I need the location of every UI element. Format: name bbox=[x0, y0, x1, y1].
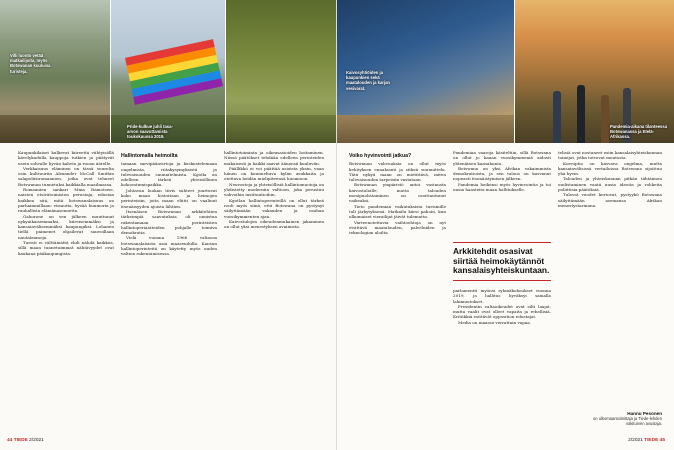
pull-quote-text: Arkkitehdit osasivat siirtää heimokäytännöt kansalaisyhteiskuntaan. bbox=[453, 246, 550, 276]
paragraph: Korruptio on kasvava ongelma, mutta kansainvälisissä vertailuissa Botswana sijoittuu yhä hyvin. bbox=[558, 160, 662, 177]
magazine-name: TIEDE bbox=[13, 438, 28, 443]
paragraph: Talouden ja yhteiskunnan pitkän tähtäimen uudistaminen vaatii uusia ideoita ja rohkeita poliittisia päätöksiä. bbox=[558, 176, 662, 193]
author-name: Hannu Pesonen bbox=[627, 411, 662, 416]
left-column-1 bbox=[18, 150, 114, 256]
paragraph: telisiä ovat nostaneet esiin kansalaisyhteiskunnan toimijat, jotka toivovat muutosta. bbox=[558, 150, 662, 161]
paragraph: Botswanan vahvuuksia on ollut myös kehityksen ennakointi ja sitkeä suunnittelu. Tätä nykyä maan on mietittävä, miten tulevaisuuden tarpeisiin vastataan. bbox=[349, 161, 446, 183]
photo-ground bbox=[0, 115, 110, 143]
paragraph: Kaivostulojen oikeudenmukainen jakaminen on ollut yksi menestyksen avaimista. bbox=[224, 218, 324, 230]
photo-landscape bbox=[226, 0, 337, 143]
paragraph: parlamentti myönsi ryhmäkokoukset vuonna 2019, ja hallitus hyväksyi samalla lakimuutokset. bbox=[453, 288, 551, 304]
paragraph: Varteenotettavia vaihtoehtoja on nyt etsittävä maatalouden, palveluiden ja teknologian aloilta. bbox=[349, 219, 446, 236]
photo-wildlife bbox=[0, 0, 110, 143]
paragraph: tamaan sarvipäänvirtoja ja keskustelemaan ongelmista, riitakysymyksistä ja tulevaisuuden suunnitelmista. Kgotla on edelleen tärkeä yhteisöllinen kokoontumispaikka. bbox=[121, 161, 217, 188]
caption-wildlife: Villi luonto vetää matkailijoita, myös Botswanan kuuluisa turisteja. bbox=[10, 53, 51, 74]
page-number: 44 bbox=[7, 438, 13, 443]
author-box bbox=[578, 411, 662, 426]
right-column-3 bbox=[558, 150, 662, 208]
right-column-1 bbox=[349, 150, 446, 235]
folio-right bbox=[628, 438, 665, 443]
section-heading: Hallintomalla heimoilta bbox=[121, 153, 178, 159]
paragraph: Pandemia heikensi myös hyvinvointia ja toi uusia haasteita maan hallitukselle. bbox=[453, 181, 551, 193]
caption-pride: Pride-kulkue juhli tasa-arvon saavuttamista toukokuussa 2019. bbox=[127, 124, 173, 140]
paragraph: Botswanan ympäristö antoi vastausta kaivostuloille, mutta talouden monipuolistaminen on osoittautunut vaikeaksi. bbox=[349, 182, 446, 204]
paragraph: Pandemian vaaroja käsiteltiin, sillä Botswana on ollut jo kauan vuosikymmeniä aidosti yhtenäinen kansakunta. bbox=[453, 150, 551, 166]
right-page bbox=[337, 0, 674, 450]
magazine-name: TIEDE bbox=[644, 438, 659, 443]
rainbow-flag bbox=[125, 39, 223, 105]
photo-people bbox=[515, 0, 674, 143]
section-heading: Voiko hyvinvointi jatkua? bbox=[349, 153, 412, 159]
person-figure bbox=[601, 95, 609, 143]
caption-pandemic: Pandemia-aikana tilanteessa Botswanassa ja Etelä-Afrikassa. bbox=[610, 124, 668, 140]
paragraph: Presidentin valtaoikeudet ovat silti laajat, mutta vaalit ovat olleet vapaita ja rehellisiä. Kritiikkiä esittävät opposition edustajat. bbox=[453, 303, 551, 320]
issue-number: 2/2021 bbox=[628, 438, 643, 443]
right-column-2 bbox=[453, 150, 551, 192]
left-column-2 bbox=[121, 150, 217, 257]
folio-left bbox=[7, 438, 44, 443]
paragraph: Vielä vuonna 1966 valtaosa botswanalaisista asui maaseudulla. Kansan hallintoperinteitä on käytetty myös uuden valtion rakentamisessa. bbox=[121, 235, 217, 257]
paragraph: Kgotlan hallintoperinteillä on ollut tärkeä rooli myös siinä, että Botswana on pystynyt säilyttämään vakauden ja rauhan vuosikymmenten ajan. bbox=[224, 197, 324, 219]
issue-number: 2/2021 bbox=[29, 438, 44, 443]
photo-mine bbox=[337, 0, 514, 143]
paragraph: Verkkaisuus eläminen on tässä suurelta osin kulttuuriin Alexander McCall Smithin salapoliisiromaanien, jotka ovat tehneet Botswanan tunnetuksi kaikkialla maailmassa. bbox=[18, 165, 114, 187]
paragraph: Tieto pandemian vaikutuksista turismille tuli järkytyksenä. Matkailu kärsi pahoin, kun ulkomaiset vierailijat jäivät tulematta. bbox=[349, 203, 446, 220]
paragraph: Turisti ei välttämättä ehdi nähdä kaikkea, sillä maan tunnetuimmat nähtävyydet ovat kaukana pääkaupungista. bbox=[18, 240, 114, 256]
page-number: 45 bbox=[659, 438, 665, 443]
right-column-2-continued bbox=[453, 288, 551, 325]
paragraph: Päällikkö ei voi päättää asioista yksin, vaan hänen on kuunneltava kylän asukkaita ja otettava heidän mielipiteensä huomioon. bbox=[224, 165, 324, 182]
photo-pride bbox=[111, 0, 225, 143]
paragraph: hallintotoiminta ja oikeusasioiden hoitaminen. Niissä päätökset tehdään edelleen perinteiden mukaisesti ja kaikki saavat äänensä kuuluviin. bbox=[224, 150, 324, 166]
paragraph: Romaanien sankari Mma Ramotswe, naisten etsivätoimiston perustaja, edustaa kaikkea sitä, mitä botswanalaisuus on parhaimmillaan: viisautta, hyvää huumoria ja rauhallista elämänasennetta. bbox=[18, 187, 114, 214]
caption-mine: Kaivosyhtiöiden ja kaupunkien sekä maatalouden ja karjan vesivarat. bbox=[346, 70, 390, 91]
paragraph: Gaborone on sen jälkeen muuttunut nykyaikaisemmaksi, kiireisemmäksi ja kansainvälisemmäksi kaupungiksi. Lohanen tiellä paimenet ohjailevat sauvoillaan nautalaumoja. bbox=[18, 213, 114, 240]
paragraph: Botswana on yksi Afrikan vakaimmista demokratioista, ja sen talous on kasvanut nopeasti itsenäistymisen jälkeen. bbox=[453, 165, 551, 182]
person-figure bbox=[553, 91, 561, 143]
person-figure bbox=[577, 85, 585, 143]
paragraph: Media on maassa verrattain vapaa. bbox=[458, 319, 532, 325]
paragraph: Tulevat vuodet kertovat, pystyykö Botswana säilyttämään asemansa Afrikan menestystarinana. bbox=[558, 192, 662, 208]
paragraph: Johtavan luokan tiivis suhteet juurtuvat koko maan historiaan ja heimojen perinteisiin, joita maan eliitti on vaalinut itsenäisyyden ajoista lähtien. bbox=[121, 187, 217, 209]
left-column-3 bbox=[224, 150, 324, 229]
photo-ground bbox=[337, 115, 514, 143]
paragraph: Itsenäisen Botswanan arkkitehtien tärkeimpiä saavutuksia oli onnistua rakentamaan perinteisten hallintoperiaatteiden pohjalle toimiva demokratia. bbox=[121, 208, 217, 236]
pull-quote bbox=[453, 242, 551, 281]
paragraph: Neuvostoja ja yhteisöllisiä hallintomuotoja on yhdistetty moderniin valtioon, joka perustuu vahvoihin instituutioihin. bbox=[224, 181, 324, 198]
paragraph: Kaupunkilaiset kulkevat kiireettä viihtyisällä kävelykadulla kauppoja tutkien ja päätyvät usein sohvalle hyvän kahvin ja ruoan äärelle. bbox=[18, 150, 114, 166]
photo-ground bbox=[226, 115, 337, 143]
author-bio: on ulkomaantoimittaja ja Tiede-lehden vakituinen avustaja. bbox=[593, 416, 662, 426]
